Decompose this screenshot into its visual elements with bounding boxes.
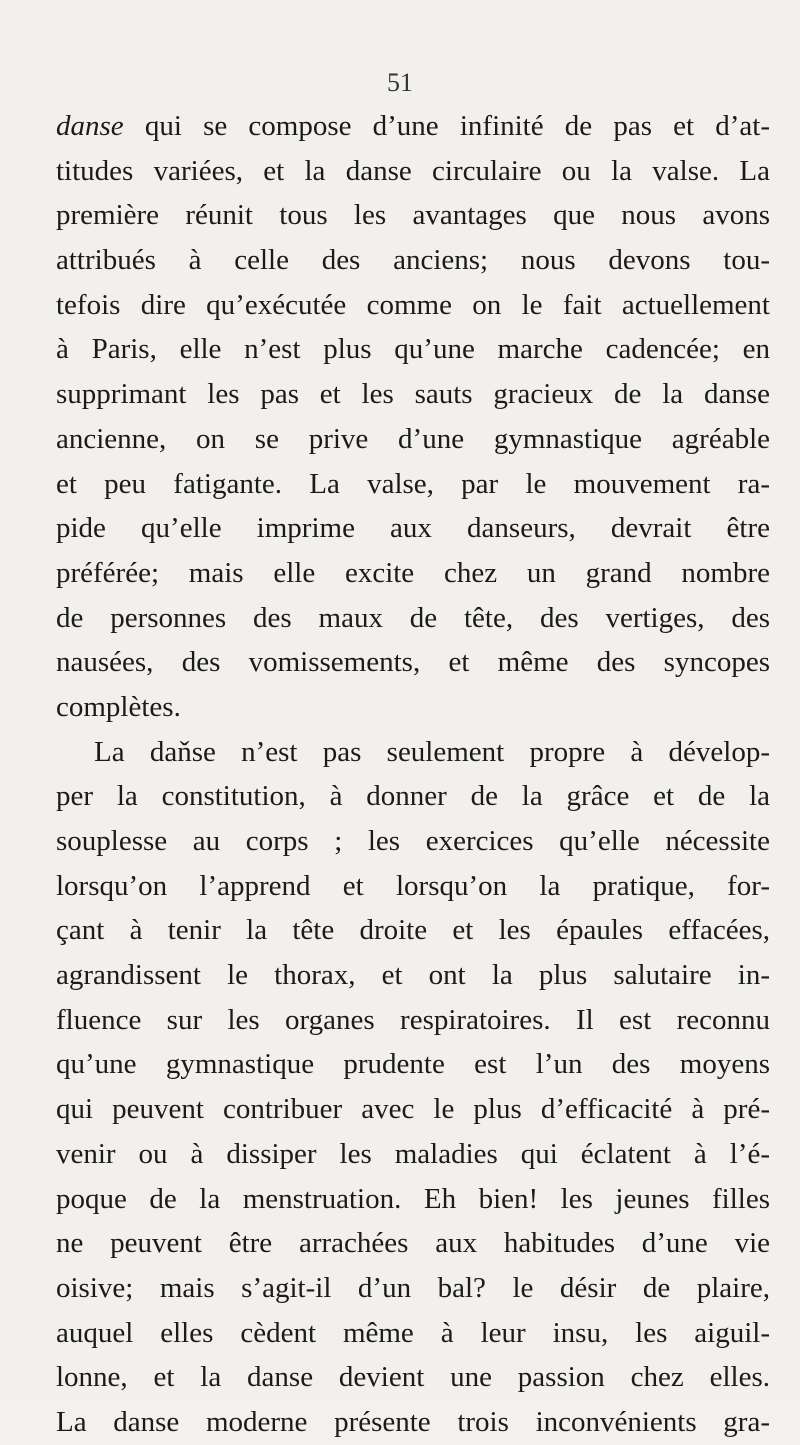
text-line-13: nausées, des vomissements, et même des syncopes [56,646,770,679]
text-line-14: complètes. [56,690,181,723]
text-line-30: La danse moderne présente trois inconvénients gra- [56,1405,770,1438]
text-line-22: qu’une gymnastique prudente est l’un des moyens [56,1048,770,1081]
text-line-24: venir ou à dissiper les maladies qui éclatent à l’é- [56,1137,770,1170]
body-text [56,104,770,1445]
text-line-8: ancienne, on se prive d’une gymnastique agréable [56,422,770,455]
text-line-18: lorsqu’on l’apprend et lorsqu’on la pratique, for- [56,869,770,902]
text-line-6: à Paris, elle n’est plus qu’une marche cadencée; en [56,333,770,366]
text-line-7: supprimant les pas et les sauts gracieux de la danse [56,378,770,411]
text-line-27: oisive; mais s’agit-il d’un bal? le désir de plaire, [56,1271,770,1304]
text-line-19: çant à tenir la tête droite et les épaules effacées, [56,914,770,947]
text-line-1: danse qui se compose d’une infinité de pas et d’at- [56,110,770,142]
text-line-29: lonne, et la danse devient une passion chez elles. [56,1361,770,1394]
italic-word: danse [56,110,124,142]
text-line-9: et peu fatigante. La valse, par le mouvement ra- [56,467,770,500]
text-line-28: auquel elles cèdent même à leur insu, les aiguil- [56,1316,770,1349]
text-line-5: tefois dire qu’exécutée comme on le fait actuellement [56,288,770,321]
text-line-17: souplesse au corps ; les exercices qu’elle nécessite [56,825,770,857]
text-line-21: fluence sur les organes respiratoires. Il est reconnu [56,1003,770,1036]
text-line-15: La daňse n’est pas seulement propre à dévelop- [94,735,770,768]
text-line-20: agrandissent le thorax, et ont la plus salutaire in- [56,959,770,992]
text-line-26: ne peuvent être arrachées aux habitudes d’une vie [56,1227,770,1260]
text-line-10: pide qu’elle imprime aux danseurs, devrait être [56,512,770,545]
text-line-3: première réunit tous les avantages que nous avons [56,199,770,232]
text-line-25: poque de la menstruation. Eh bien! les jeunes filles [56,1182,770,1215]
page-number: 51 [387,68,413,97]
text-line-2: titudes variées, et la danse circulaire ou la valse. La [56,154,770,187]
text-line-11: préférée; mais elle excite chez un grand nombre [56,556,770,589]
text-line-12: de personnes des maux de tête, des vertiges, des [56,601,770,634]
text-line-16: per la constitution, à donner de la grâce et de la [56,780,770,813]
text-line-4: attribués à celle des anciens; nous devons tou- [56,244,770,277]
text-line-23: qui peuvent contribuer avec le plus d’efficacité à pré- [56,1093,770,1126]
